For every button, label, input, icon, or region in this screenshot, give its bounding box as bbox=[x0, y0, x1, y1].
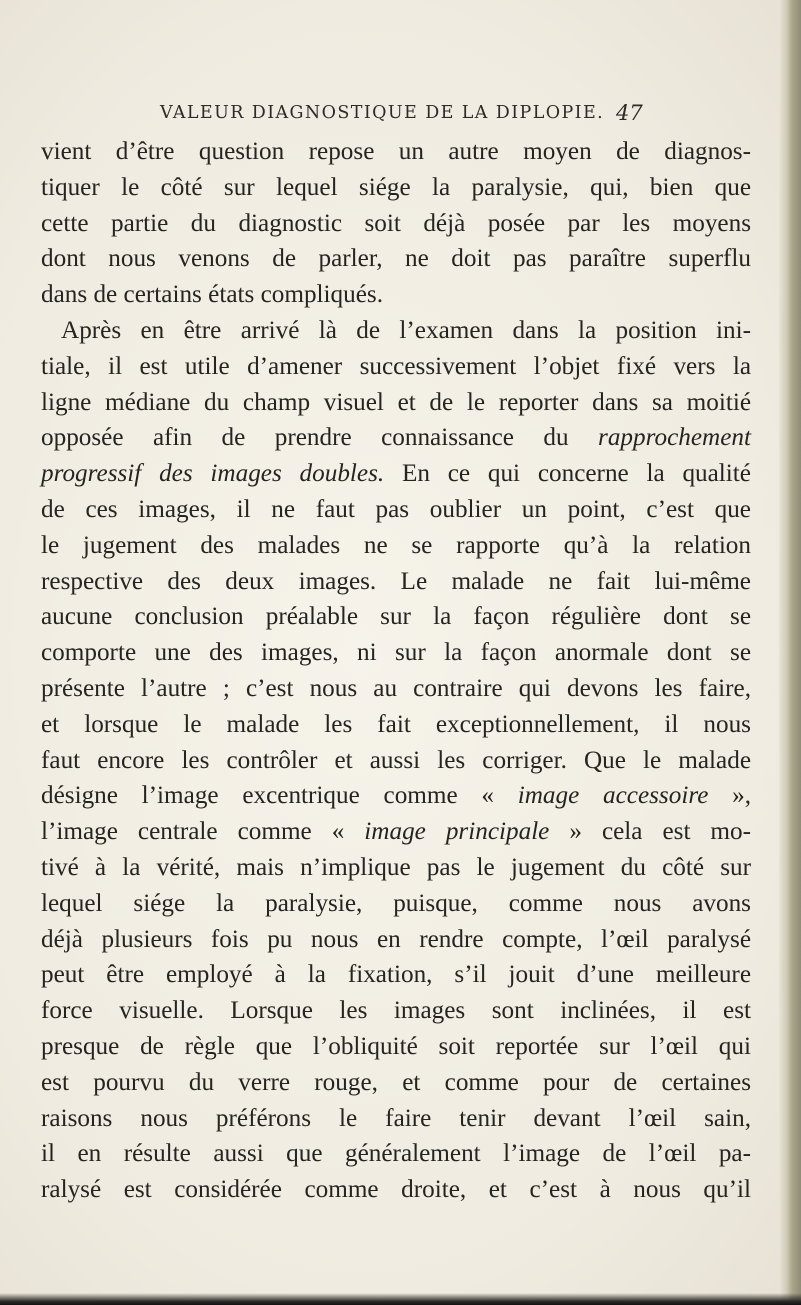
text-line: Après en être arrivé là de l’examen dans la position ini- bbox=[61, 316, 751, 344]
text-line: cette partie du diagnostic soit déjà posée par les moyens bbox=[41, 209, 751, 237]
text-segment: désigne l’image excentrique comme « bbox=[41, 782, 494, 810]
text-segment: l’image centrale comme « bbox=[41, 818, 345, 846]
body-text bbox=[41, 134, 751, 1208]
text-line: est pourvu du verre rouge, et comme pour de certaines bbox=[41, 1068, 751, 1096]
text-line: et lorsque le malade les fait exceptionnellement, il nous bbox=[41, 710, 751, 738]
text-segment: opposée afin de prendre connaissance du bbox=[41, 424, 569, 452]
text-line bbox=[41, 778, 751, 814]
running-title: VALEUR DIAGNOSTIQUE DE LA DIPLOPIE. bbox=[160, 103, 605, 123]
text-line: force visuelle. Lorsque les images sont inclinées, il est bbox=[41, 997, 751, 1025]
italic-term: rapprochement bbox=[598, 424, 751, 452]
text-line: présente l’autre ; c’est nous au contraire qui devons les faire, bbox=[41, 674, 751, 702]
text-line: dont nous venons de parler, ne doit pas paraître superflu bbox=[41, 245, 751, 273]
text-line: de ces images, il ne faut pas oublier un point, c’est que bbox=[41, 495, 751, 523]
page-bottom-edge bbox=[0, 1293, 801, 1305]
text-line: presque de règle que l’obliquité soit reportée sur l’œil qui bbox=[41, 1032, 751, 1060]
text-line: peut être employé à la fixation, s’il jouit d’une meilleure bbox=[41, 961, 751, 989]
text-line: aucune conclusion préalable sur la façon régulière dont se bbox=[41, 603, 751, 631]
page-number: 47 bbox=[616, 101, 643, 125]
text-line: le jugement des malades ne se rapporte qu’à la relation bbox=[41, 531, 751, 559]
text-line: comporte une des images, ni sur la façon anormale dont se bbox=[41, 639, 751, 667]
italic-term: progressif des images doubles. bbox=[41, 460, 385, 488]
italic-term: image accessoire bbox=[517, 782, 709, 810]
italic-term: image principale bbox=[364, 818, 550, 846]
text-line: raisons nous préférons le faire tenir devant l’œil sain, bbox=[41, 1104, 751, 1132]
text-segment: » cela est mo- bbox=[569, 818, 751, 846]
text-line: tivé à la vérité, mais n’implique pas le jugement du côté sur bbox=[41, 853, 751, 881]
text-line: ligne médiane du champ visuel et de le reporter dans sa moitié bbox=[41, 388, 751, 416]
text-line: il en résulte aussi que généralement l’image de l’œil pa- bbox=[41, 1140, 751, 1168]
text-line: respective des deux images. Le malade ne fait lui-même bbox=[41, 567, 751, 595]
binding-edge bbox=[779, 0, 801, 1305]
text-segment: », bbox=[732, 782, 751, 810]
text-line: faut encore les contrôler et aussi les corriger. Que le malade bbox=[41, 746, 751, 774]
text-line: vient d’être question repose un autre moyen de diagnos- bbox=[41, 138, 751, 165]
text-line bbox=[41, 456, 751, 492]
text-segment: En ce qui concerne la qualité bbox=[401, 460, 751, 488]
text-line: tiale, il est utile d’amener successivement l’objet fixé vers la bbox=[41, 352, 751, 380]
text-line bbox=[41, 814, 751, 850]
text-line bbox=[41, 420, 751, 456]
text-line: lequel siége la paralysie, puisque, comme nous avons bbox=[41, 889, 751, 917]
text-line: tiquer le côté sur lequel siége la paralysie, qui, bien que bbox=[41, 173, 751, 201]
text-line: déjà plusieurs fois pu nous en rendre compte, l’œil paralysé bbox=[41, 925, 751, 953]
text-line: dans de certains états compliqués. bbox=[41, 281, 384, 309]
text-line: ralysé est considérée comme droite, et c’est à nous qu’il bbox=[41, 1176, 751, 1204]
